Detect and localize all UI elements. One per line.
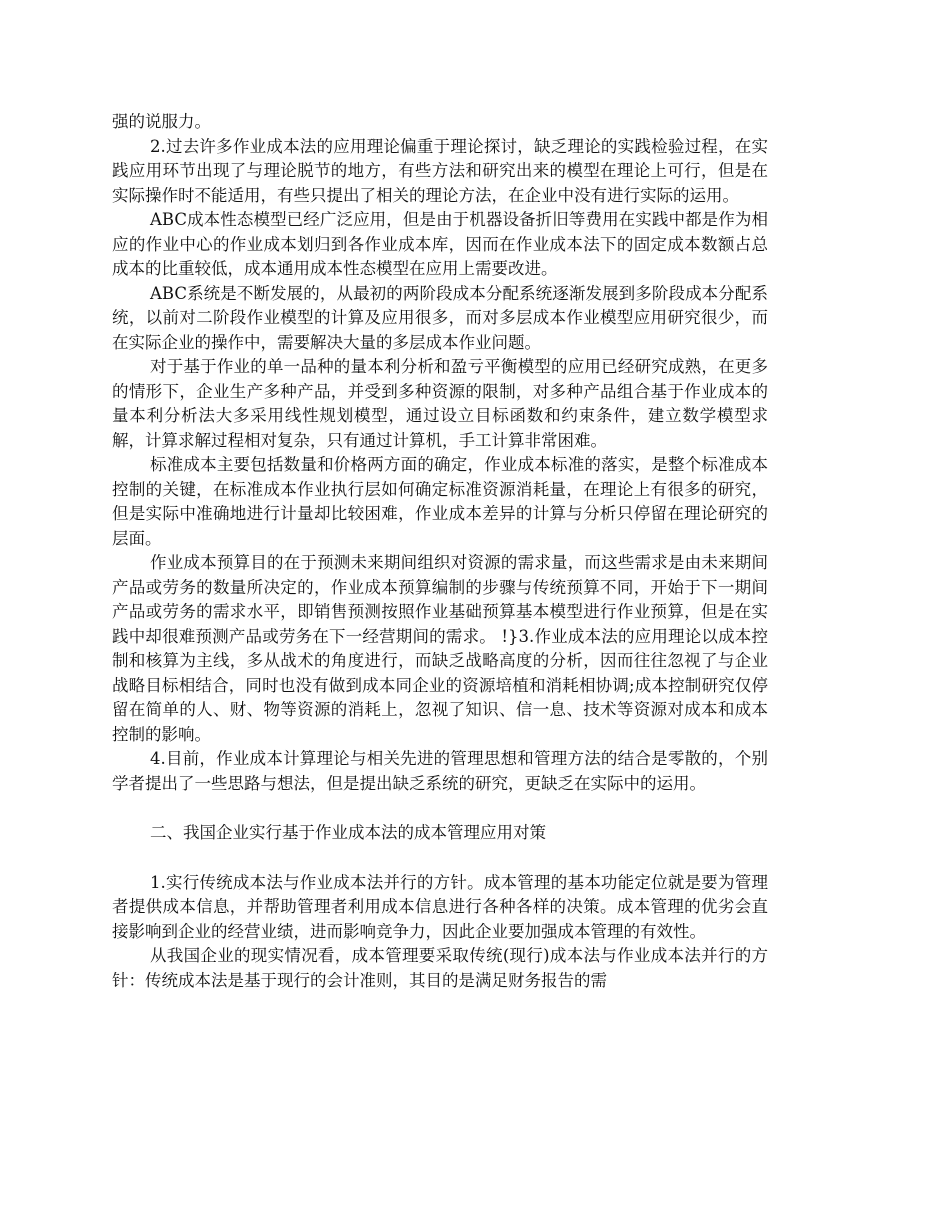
document-page [112, 110, 768, 993]
section-heading: 二、我国企业实行基于作业成本法的成本管理应用对策 [150, 823, 546, 842]
paragraph-current-situation: 从我国企业的现实情况看，成本管理要采取传统(现行)成本法与作业成本法并行的方针：传统成本法是基于现行的会计准则，其目的是满足财务报告的需 [112, 946, 768, 990]
paragraph-point-4: 4.目前，作业成本计算理论与相关先进的管理思想和管理方法的结合是零散的，个别学者提出了一些思路与想法，但是提出缺乏系统的研究，更缺乏在实际中的运用。 [112, 749, 768, 793]
paragraph-continuation: 强的说服力。 [112, 112, 211, 131]
paragraph-cvp-analysis: 对于基于作业的单一品种的量本利分析和盈亏平衡模型的应用已经研究成熟，在更多的情形下，企业生产多种产品，并受到多种资源的限制，对多种产品组合基于作业成本的量本利分析法大多采用线性规划模型，通过设立目标函数和约束条件，建立数学模型求解，计算求解过程相对复杂，只有通过计算机，手工计算非常困难。 [112, 357, 768, 450]
paragraph-budget: 作业成本预算目的在于预测未来期间组织对资源的需求量，而这些需求是由未来期间产品或劳务的数量所决定的，作业成本预算编制的步骤与传统预算不同，开始于下一期间产品或劳务的需求水平，即销售预测按照作业基础预算基本模型进行作业预算，但是在实践中却很难预测产品或劳务在下一经营期间的需求。 !}3.作业成本法的应用理论以成本控制和核算为主线，多从战术的角度进行，而缺乏战略高度的分析，因而往往忽视了与企业战略目标相结合，同时也没有做到成本同企业的资源培植和消耗相协调;成本控制研究仅停留在简单的人、财、物等资源的消耗上，忽视了知识、信一息、技术等资源对成本和成本控制的影响。 [112, 553, 768, 744]
paragraph-point-2: 2.过去许多作业成本法的应用理论偏重于理论探讨，缺乏理论的实践检验过程，在实践应用环节出现了与理论脱节的地方，有些方法和研究出来的模型在理论上可行，但是在实际操作时不能适用，有些只提出了相关的理论方法，在企业中没有进行实际的运用。 [112, 136, 768, 205]
paragraph-strategy-1: 1.实行传统成本法与作业成本法并行的方针。成本管理的基本功能定位就是要为管理者提供成本信息，并帮助管理者利用成本信息进行各种各样的决策。成本管理的优劣会直接影响到企业的经营业绩，进而影响竞争力，因此企业要加强成本管理的有效性。 [112, 872, 768, 941]
paragraph-standard-cost: 标准成本主要包括数量和价格两方面的确定，作业成本标准的落实，是整个标准成本控制的关键，在标准成本作业执行层如何确定标准资源消耗量，在理论上有很多的研究，但是实际中准确地进行计量却比较困难，作业成本差异的计算与分析只停留在理论研究的层面。 [112, 455, 768, 548]
paragraph-abc-system: ABC系统是不断发展的，从最初的两阶段成本分配系统逐渐发展到多阶段成本分配系统，以前对二阶段作业模型的计算及应用很多，而对多层成本作业模型应用研究很少，而在实际企业的操作中，需要解决大量的多层成本作业问题。 [112, 283, 768, 352]
paragraph-abc-cost-model: ABC成本性态模型已经广泛应用，但是由于机器设备折旧等费用在实践中都是作为相应的作业中心的作业成本划归到各作业成本库，因而在作业成本法下的固定成本数额占总成本的比重较低，成本通用成本性态模型在应用上需要改进。 [112, 210, 768, 278]
